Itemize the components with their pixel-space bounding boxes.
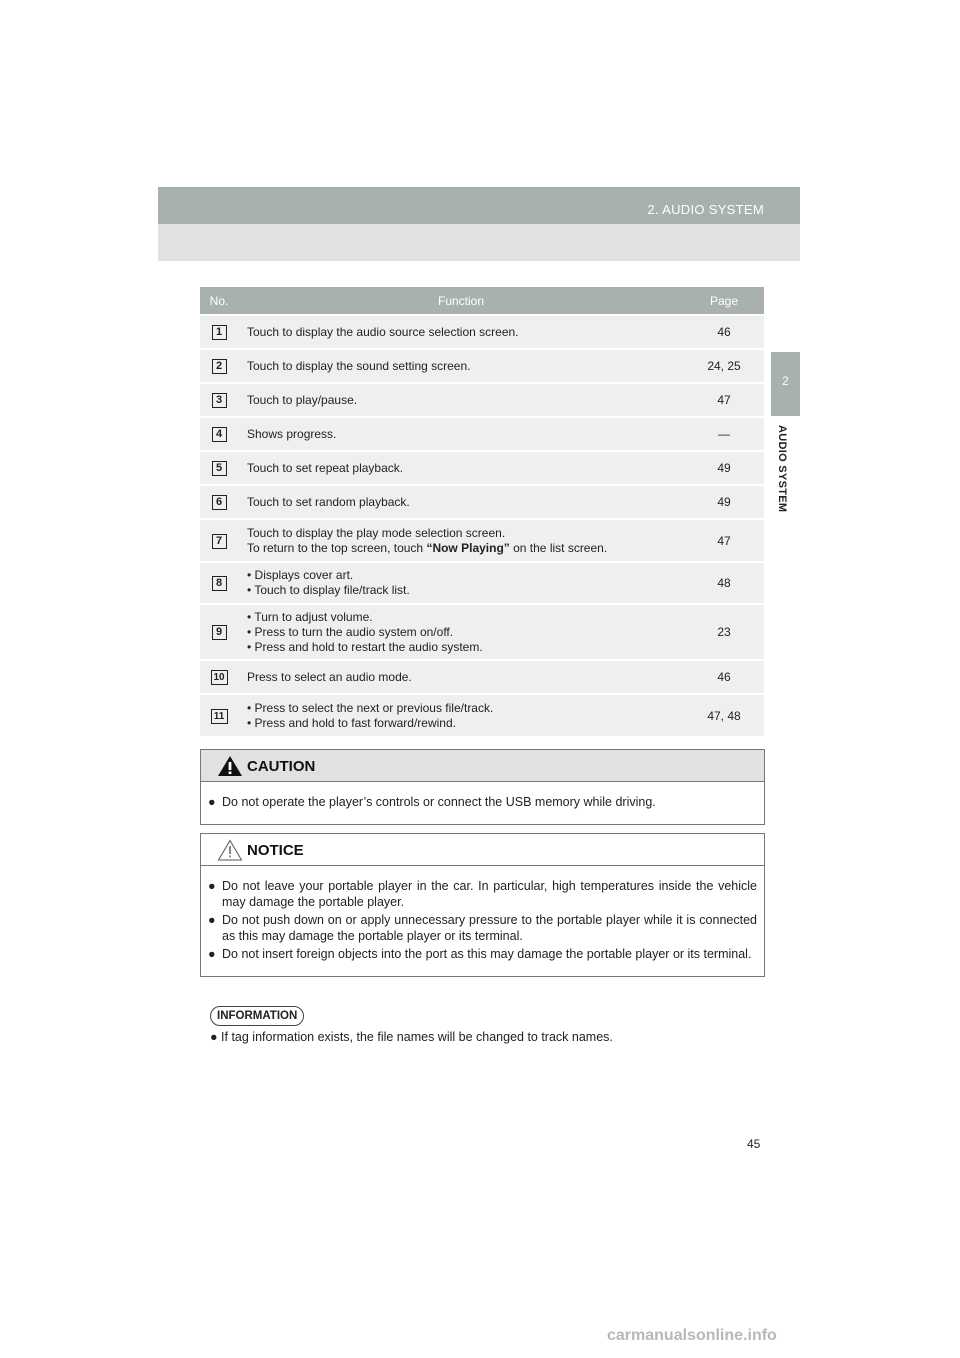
number-badge: 9: [212, 625, 227, 640]
bullet-dot: ●: [208, 913, 216, 927]
function-text: Touch to display the audio source selection screen.: [247, 324, 519, 339]
bullet-dot: ●: [208, 795, 216, 809]
page-ref: 46: [684, 315, 764, 349]
number-badge: 11: [211, 709, 228, 724]
function-table: [200, 287, 764, 736]
caution-box: [200, 749, 765, 825]
information-item: ● If tag information exists, the file names will be changed to track names.: [210, 1030, 613, 1044]
page-ref: 46: [684, 660, 764, 694]
function-text: Touch to set repeat playback.: [247, 460, 404, 475]
bullet-item: • Touch to display file/track list.: [247, 583, 410, 597]
bullet-item: • Press and hold to restart the audio system.: [247, 639, 483, 654]
page-ref: 47: [684, 519, 764, 562]
function-text: Touch to display the play mode selection screen.: [247, 525, 506, 540]
section-title: 2. AUDIO SYSTEM: [647, 202, 764, 217]
page-ref: 49: [684, 451, 764, 485]
number-badge: 10: [211, 670, 228, 685]
table-row: [200, 349, 764, 383]
header-band: [158, 187, 800, 224]
table-row: [200, 694, 764, 736]
table-row: [200, 451, 764, 485]
bullet-dot: ●: [210, 1030, 222, 1044]
caution-list: [201, 782, 764, 824]
function-text: Press to select an audio mode.: [247, 669, 412, 684]
page-ref: 49: [684, 485, 764, 519]
table-row: [200, 604, 764, 660]
page-ref: 23: [684, 604, 764, 660]
warning-icon: [217, 755, 243, 777]
table-row: [200, 519, 764, 562]
col-function: Function: [238, 287, 684, 315]
notice-item: ● Do not push down on or apply unnecessary pressure to the portable player while it is connected as this may damage the portable player or its terminal.: [208, 913, 757, 943]
number-badge: 8: [212, 576, 227, 591]
now-playing-label: “Now Playing”: [426, 540, 510, 555]
page-ref: 24, 25: [684, 349, 764, 383]
side-label: [772, 425, 790, 525]
page-ref: —: [684, 417, 764, 451]
bullet-item: • Press to turn the audio system on/off.: [247, 624, 454, 639]
table-row: [200, 485, 764, 519]
bullet-item: • Press to select the next or previous file/track.: [247, 700, 494, 715]
table-row: [200, 562, 764, 604]
watermark: carmanualsonline.info: [607, 1327, 777, 1344]
number-badge: 6: [212, 495, 227, 510]
table-row: [200, 383, 764, 417]
notice-box: [200, 833, 765, 977]
table-row: [200, 660, 764, 694]
function-text: Shows progress.: [247, 426, 337, 441]
function-text: Touch to set random playback.: [247, 494, 410, 509]
side-label-text: AUDIO SYSTEM: [776, 425, 788, 513]
notice-item: ● Do not insert foreign objects into the port as this may damage the portable player or its terminal.: [208, 947, 752, 961]
number-badge: 1: [212, 325, 227, 340]
notice-icon: [217, 839, 243, 861]
bullet-item: • Turn to adjust volume.: [247, 609, 373, 624]
function-text: Touch to play/pause.: [247, 392, 358, 407]
bullet-item: • Displays cover art.: [247, 568, 354, 582]
number-badge: 4: [212, 427, 227, 442]
side-tab: [771, 352, 800, 416]
table-row: [200, 315, 764, 349]
information-label: INFORMATION: [210, 1006, 304, 1026]
notice-title: NOTICE: [247, 842, 304, 859]
bullet-dot: ●: [208, 947, 216, 961]
col-page: Page: [684, 287, 764, 315]
bullet-item: • Press and hold to fast forward/rewind.: [247, 715, 456, 730]
caution-title: CAUTION: [247, 758, 316, 775]
page-ref: 48: [684, 562, 764, 604]
caution-header: [201, 750, 764, 782]
header-sub-band: [158, 224, 800, 261]
number-badge: 3: [212, 393, 227, 408]
table-header-row: [200, 287, 764, 315]
caution-item: ● Do not operate the player’s controls or connect the USB memory while driving.: [208, 795, 656, 809]
page-ref: 47, 48: [684, 694, 764, 736]
function-text: Touch to display the sound setting screen.: [247, 358, 471, 373]
notice-header: [201, 834, 764, 866]
page-number: 45: [747, 1137, 761, 1151]
function-text-line2: To return to the top screen, touch “Now Playing” on the list screen.: [247, 540, 608, 555]
number-badge: 7: [212, 534, 227, 549]
number-badge: 2: [212, 359, 227, 374]
table-row: [200, 417, 764, 451]
notice-list: [201, 866, 764, 976]
side-tab-number: 2: [782, 374, 789, 388]
notice-item: ● Do not leave your portable player in the car. In particular, high temperatures inside the vehicle may damage the portable player.: [208, 879, 757, 909]
bullet-dot: ●: [208, 879, 216, 893]
number-badge: 5: [212, 461, 227, 476]
col-no: No.: [200, 287, 238, 315]
page-ref: 47: [684, 383, 764, 417]
